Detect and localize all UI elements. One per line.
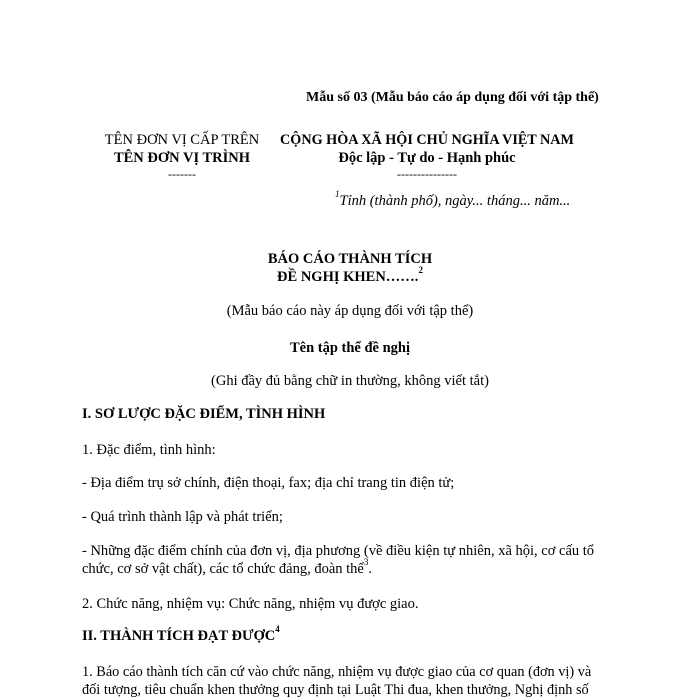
national-title: CỘNG HÒA XÃ HỘI CHỦ NGHĨA VIỆT NAM	[280, 132, 574, 148]
place-date-line	[335, 189, 571, 210]
form-label: Mẫu số 03 (Mẫu báo cáo áp dụng đối với tập thể)	[306, 90, 599, 105]
report-title-award	[200, 265, 500, 286]
footnote-marker-2: 2	[418, 265, 423, 276]
footnote-marker-3: 3	[363, 557, 369, 568]
report-title: BÁO CÁO THÀNH TÍCH	[267, 251, 433, 267]
section1-bullet3-period: .	[368, 561, 372, 577]
section1-item1: 1. Đặc điểm, tình hình:	[82, 442, 216, 458]
report-subtitle: (Mẫu báo cáo này áp dụng đối với tập thể)	[226, 303, 474, 319]
footnote-marker-1: 1	[335, 189, 340, 200]
section1-bullet3-text: chức, cơ sở vật chất), các tổ chức đảng, đoàn thể	[82, 561, 364, 577]
issuer-superior-name: TÊN ĐƠN VỊ CẤP TRÊN	[104, 132, 260, 148]
section2-item1-line2: đối tượng, tiêu chuẩn khen thưởng quy định tại Luật Thi đua, khen thưởng, Nghị định số	[82, 682, 589, 698]
place-date-text: Tỉnh (thành phố), ngày... tháng... năm...	[339, 193, 571, 209]
section1-bullet3-line2	[82, 557, 372, 578]
section1-bullet3-line1: - Những đặc điểm chính của đơn vị, địa phương (về điều kiện tự nhiên, xã hội, cơ cấu tổ	[82, 543, 595, 559]
section2-heading	[82, 624, 280, 645]
section1-bullet1: - Địa điểm trụ sở chính, điện thoại, fax; địa chỉ trang tin điện tử;	[82, 475, 455, 491]
proposed-name-hint: (Ghi đầy đủ bằng chữ in thường, không viết tắt)	[211, 373, 489, 389]
footnote-marker-4: 4	[275, 624, 280, 635]
proposed-collective-name: Tên tập thể đề nghị	[289, 340, 411, 356]
section2-item1-line1: 1. Báo cáo thành tích căn cứ vào chức năng, nhiệm vụ được giao của cơ quan (đơn vị) và	[82, 664, 592, 680]
left-header-divider: -------	[168, 167, 196, 181]
national-motto: Độc lập - Tự do - Hạnh phúc	[338, 150, 516, 166]
issuer-unit-name: TÊN ĐƠN VỊ TRÌNH	[113, 150, 251, 166]
section1-heading: I. SƠ LƯỢC ĐẶC ĐIỂM, TÌNH HÌNH	[82, 406, 326, 422]
section1-bullet2: - Quá trình thành lập và phát triển;	[82, 509, 283, 525]
report-title-award-text: ĐỀ NGHỊ KHEN…….	[277, 269, 419, 285]
right-header-divider: ---------------	[397, 167, 457, 181]
section2-heading-text: II. THÀNH TÍCH ĐẠT ĐƯỢC	[82, 628, 276, 644]
section1-item2: 2. Chức năng, nhiệm vụ: Chức năng, nhiệm vụ được giao.	[82, 596, 419, 612]
